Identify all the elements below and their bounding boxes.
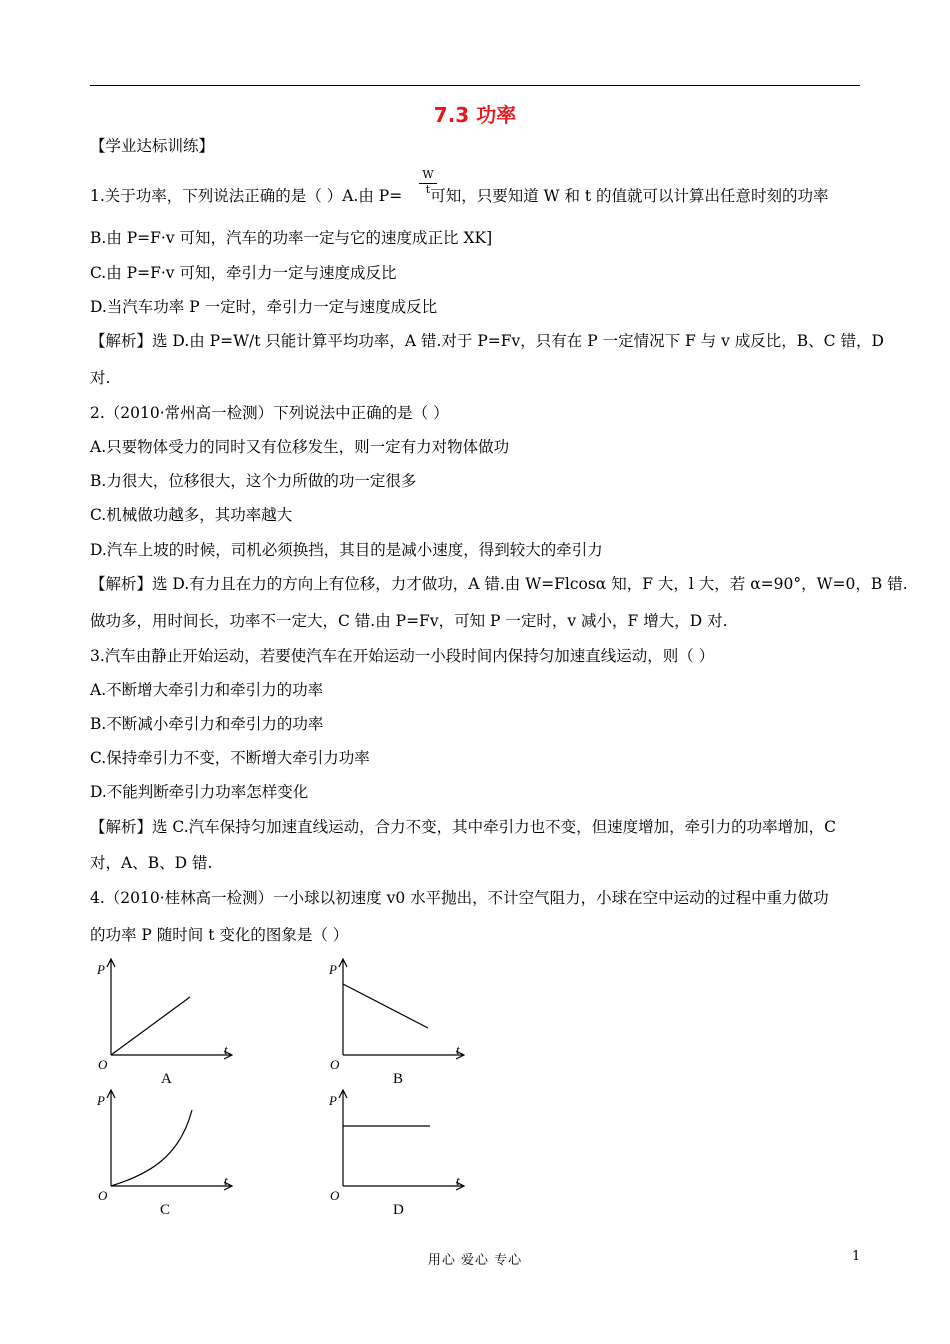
q4-stem-line2: 的功率 P 随时间 t 变化的图象是（ ） [90, 926, 349, 944]
graph-d-x-label: t [456, 1173, 460, 1188]
header-rule [90, 85, 860, 86]
graph-a [90, 955, 250, 1090]
graph-c [90, 1086, 250, 1221]
graph-b-x-label: t [456, 1042, 460, 1057]
graph-b [322, 955, 482, 1090]
graph-b-caption: B [393, 1071, 404, 1087]
graph-b-curve [343, 984, 428, 1028]
q2-stem: 2.（2010·常州高一检测）下列说法中正确的是（ ） [90, 404, 449, 422]
q2-option-b: B.力很大，位移很大，这个力所做的功一定很多 [90, 472, 417, 490]
q1-option-d: D.当汽车功率 P 一定时，牵引力一定与速度成反比 [90, 298, 438, 316]
graph-d [322, 1086, 482, 1221]
q1-fraction-denominator: t [425, 183, 431, 196]
graph-a-x-axis [111, 1051, 232, 1059]
graph-a-y-axis [107, 959, 115, 1055]
graph-c-y-label: P [97, 1093, 105, 1108]
q4-stem-line1: 4.（2010·桂林高一检测）一小球以初速度 v0 水平抛出，不计空气阻力，小球在空中运动的过程中重力做功 [90, 889, 829, 907]
page-title: 7.3 功率 [433, 103, 517, 127]
q3-analysis-line2: 对，A、B、D 错. [90, 854, 213, 872]
graph-d-y-axis [339, 1090, 347, 1186]
q2-option-c: C.机械做功越多，其功率越大 [90, 506, 293, 524]
graph-a-caption: A [161, 1071, 172, 1087]
graph-d-caption: D [393, 1202, 404, 1218]
q3-option-c: C.保持牵引力不变，不断增大牵引力功率 [90, 749, 370, 767]
graph-c-x-label: t [224, 1173, 228, 1188]
q3-analysis-line1: 【解析】选 C.汽车保持匀加速直线运动，合力不变，其中牵引力也不变，但速度增加，牵引力的功率增加，C [90, 818, 837, 836]
graph-d-x-axis [343, 1182, 464, 1190]
graph-a-x-label: t [224, 1042, 228, 1057]
graph-a-curve [111, 997, 190, 1055]
graph-c-caption: C [160, 1202, 171, 1218]
graph-b-origin-label: O [330, 1057, 340, 1072]
page-number: 1 [852, 1249, 861, 1264]
graph-c-y-axis [107, 1090, 115, 1186]
q1-analysis-line2: 对. [90, 369, 111, 387]
graph-b-y-axis [339, 959, 347, 1055]
q3-option-b: B.不断减小牵引力和牵引力的功率 [90, 715, 324, 733]
q2-option-d: D.汽车上坡的时候，司机必须换挡，其目的是减小速度，得到较大的牵引力 [90, 541, 603, 559]
q3-option-d: D.不能判断牵引力功率怎样变化 [90, 783, 309, 801]
q1-stem [90, 183, 829, 206]
section-heading: 【学业达标训练】 [90, 137, 215, 155]
q2-option-a: A.只要物体受力的同时又有位移发生，则一定有力对物体做功 [90, 438, 510, 456]
graph-c-x-axis [111, 1182, 232, 1190]
graph-b-x-axis [343, 1051, 464, 1059]
q1-option-c: C.由 P=F·v 可知，牵引力一定与速度成反比 [90, 264, 397, 282]
q1-stem-after: 可知，只要知道 W 和 t 的值就可以计算出任意时刻的功率 [430, 187, 829, 205]
graph-a-y-label: P [97, 962, 105, 977]
q2-analysis-line1: 【解析】选 D.有力且在力的方向上有位移，力才做功，A 错.由 W=Flcosα 知，F 大，l 大，若 α=90°，W=0，B 错. [90, 575, 908, 593]
q1-option-b: B.由 P=F·v 可知，汽车的功率一定与它的速度成正比 XK] [90, 229, 493, 247]
graph-b-y-label: P [329, 962, 337, 977]
page-footer: 用心 爱心 专心 [427, 1253, 523, 1268]
q3-stem: 3.汽车由静止开始运动，若要使汽车在开始运动一小段时间内保持匀加速直线运动，则（ ） [90, 647, 715, 665]
graph-c-curve [111, 1110, 192, 1186]
graph-a-origin-label: O [98, 1057, 108, 1072]
q1-fraction-numerator: W [422, 168, 434, 181]
q3-option-a: A.不断增大牵引力和牵引力的功率 [90, 681, 324, 699]
q1-analysis-line1: 【解析】选 D.由 P=W/t 只能计算平均功率，A 错.对于 P=Fv，只有在 P 一定情况下 F 与 v 成反比，B、C 错，D [90, 332, 884, 350]
graph-c-origin-label: O [98, 1188, 108, 1203]
q2-analysis-line2: 做功多，用时间长，功率不一定大，C 错.由 P=Fv，可知 P 一定时，v 减小，F 增大，D 对. [90, 612, 728, 630]
graph-d-origin-label: O [330, 1188, 340, 1203]
q1-stem-text: 1.关于功率，下列说法正确的是（ ）A.由 P= [90, 187, 403, 205]
graph-d-y-label: P [329, 1093, 337, 1108]
